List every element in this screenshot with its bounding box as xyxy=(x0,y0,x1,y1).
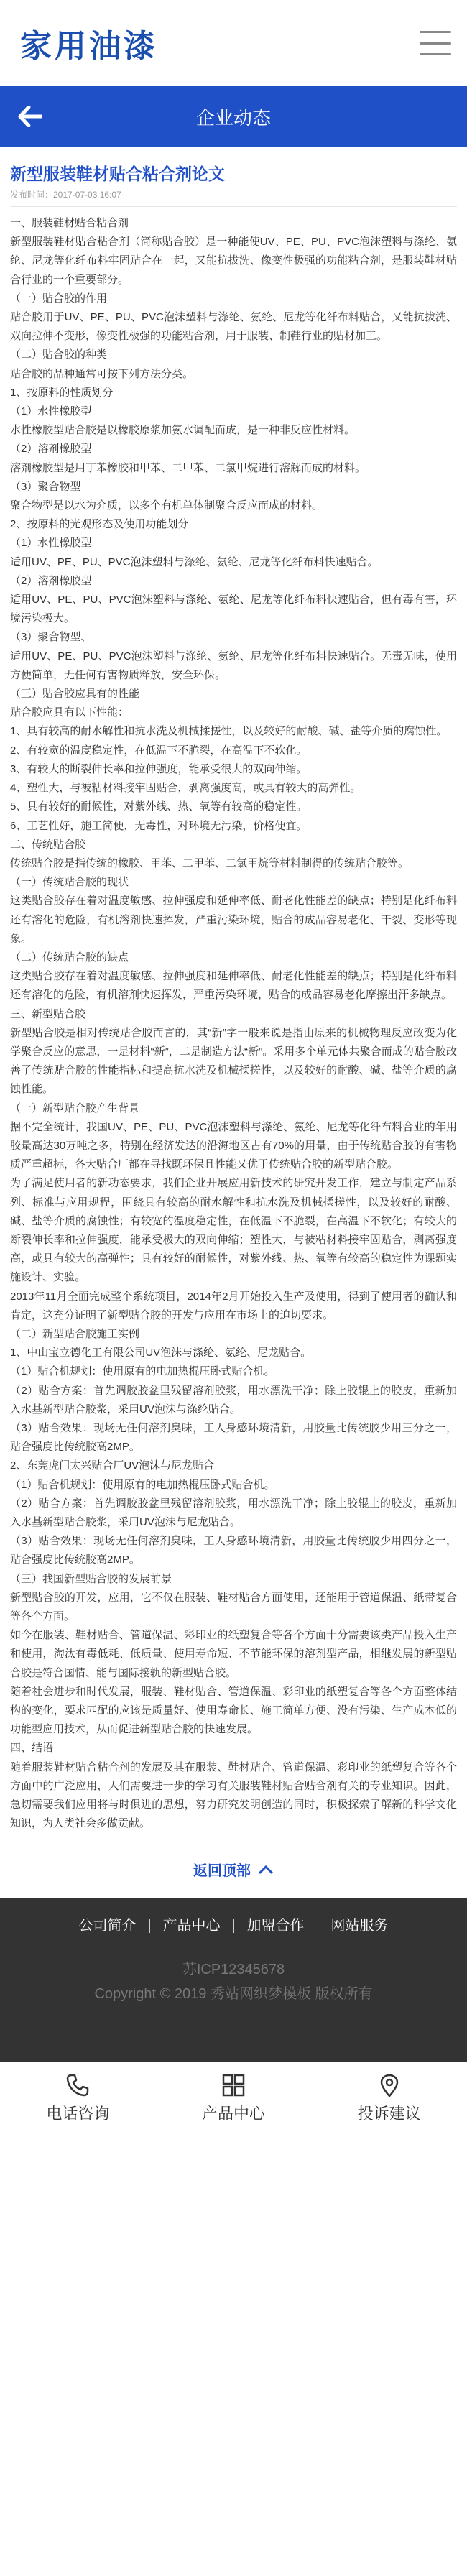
article-paragraph: 新型服装鞋材贴合粘合剂（简称贴合胶）是一种能使UV、PE、PU、PVC泡沫塑料与涤纶、氨纶、尼龙等化纤布料牢固贴合在一起，又能抗拔洗、像变性极强的功能粘合剂，是服装鞋材贴合行业的一个重要部分。 xyxy=(10,236,457,286)
article-paragraph: （3）贴合效果：现场无任何溶剂臭味，工人身感环境清新，用胶量比传统胶少用四分之一，贴合强度比传统胶高2MP。 xyxy=(10,1535,457,1566)
article-paragraph: （二）传统贴合胶的缺点 xyxy=(10,951,129,964)
footer-link-about[interactable]: 公司简介 xyxy=(66,1919,150,1933)
article-paragraph: 随着服装鞋材贴合粘合剂的发展及其在服装、鞋材贴合、管道保温、彩印业的纸塑复合等各个方面中的广泛应用，人们需要进一步的学习有关服装鞋材贴合贴合剂有关的专业知识。因此，急切需要我们应用将与时俱进的思想，努力研究发明创造的同时，积极探索了解新的科学文化知识，为人类社会多做贡献。 xyxy=(10,1760,457,1830)
bottom-nav-products[interactable] xyxy=(156,2062,312,2135)
article-date: 发布时间：2017-07-03 16:07 xyxy=(10,190,121,200)
footer-link-products[interactable]: 产品中心 xyxy=(150,1919,234,1933)
bottom-nav-label: 电话咨询 xyxy=(46,2105,110,2123)
article-paragraph: 贴合胶应具有以下性能： xyxy=(10,706,129,719)
article-paragraph: 如今在服装、鞋材贴合、管道保温、彩印业的纸塑复合等各个方面十分需要该类产品投入生产和使用，淘汰有毒低耗、低质量、使用寿命短、不节能环保的溶剂型产品，相继发展的新型贴合胶是符合国情、能与国际接轨的新型贴合胶。 xyxy=(10,1629,457,1679)
bottom-nav-label: 产品中心 xyxy=(202,2105,266,2123)
article-paragraph: 6、工艺性好，施工简便，无毒性，对环境无污染，价格便宜。 xyxy=(10,819,308,832)
back-to-top xyxy=(0,1840,467,1898)
site-header xyxy=(0,0,467,86)
article-paragraph: 水性橡胶型贴合胶是以橡胶原浆加氨水调配而成，是一种非反应性材料。 xyxy=(10,424,356,437)
article-paragraph: （一）贴合胶的作用 xyxy=(10,292,108,305)
menu-line xyxy=(420,53,451,55)
chevron-up-icon xyxy=(258,1865,274,1875)
article-paragraph: （二）新型贴合胶施工实例 xyxy=(10,1327,140,1340)
article-paragraph: 新型贴合胶是相对传统贴合胶而言的，其“新”字一般来说是指由原来的机械物理反应改变为化学聚合反应的意思，一是材料“新”，二是制造方法“新”。采用多个单元体共聚合而成的贴合胶改善了传统贴合胶的性能指标和提高抗水洗及机械揉搓性，以及较好的耐酸、碱、盐等介质的腐蚀性能。 xyxy=(10,1026,457,1096)
article-paragraph: （1）水性橡胶型 xyxy=(10,537,92,550)
article-paragraph: （2）溶剂橡胶型 xyxy=(10,574,92,587)
back-arrow-icon[interactable] xyxy=(0,86,60,147)
site-footer xyxy=(0,1898,467,2062)
article-paragraph: （2）贴合方案：首先调胶胶盆里残留溶剂胶浆，用水漂洗干净；除上胶辊上的胶皮，重新加入水基新型贴合胶浆，采用UV泡沫与涤纶贴合。 xyxy=(10,1384,457,1416)
article-paragraph: 1、按原料的性质划分 xyxy=(10,386,114,399)
article-paragraph: 三、新型贴合胶 xyxy=(10,1007,86,1020)
article-title: 新型服装鞋材贴合粘合剂论文 xyxy=(10,165,225,183)
article xyxy=(0,147,467,1840)
article-paragraph: 2、东莞虎门太兴贴合厂UV泡沫与尼龙贴合 xyxy=(10,1459,215,1472)
article-paragraph: （一）新型贴合胶产生背景 xyxy=(10,1102,140,1114)
article-paragraph: 贴合胶用于UV、PE、PU、PVC泡沫塑料与涤纶、氨纶、尼龙等化纤布料贴合，又能抗拔洗、双向拉伸不变形，像变性极强的功能粘合剂，用于服装、制鞋行业的贴材加工。 xyxy=(10,311,457,343)
article-paragraph: 2、有较宽的温度稳定性，在低温下不脆裂，在高温下不软化。 xyxy=(10,744,308,757)
menu-line xyxy=(420,42,451,45)
article-paragraph: （2）贴合方案：首先调胶胶盆里残留溶剂胶浆，用水漂洗干净；除上胶辊上的胶皮，重新加入水基新型贴合胶浆，采用UV泡沫与尼龙贴合。 xyxy=(10,1497,457,1529)
bottom-nav-label: 投诉建议 xyxy=(357,2105,421,2123)
article-paragraph: 一、服装鞋材贴合粘合剂 xyxy=(10,217,129,229)
article-paragraph: 溶剂橡胶型是用丁苯橡胶和甲苯、二甲苯、二氯甲烷进行溶解而成的材料。 xyxy=(10,461,366,474)
icp-number: 苏ICP12345678 xyxy=(182,1962,285,1978)
article-paragraph: 四、结语 xyxy=(10,1742,54,1755)
article-body xyxy=(10,214,457,1833)
grid-icon xyxy=(221,2073,246,2097)
article-paragraph: 二、传统贴合胶 xyxy=(10,838,86,851)
article-paragraph: （3）贴合效果：现场无任何溶剂臭味，工人身感环境清新，用胶量比传统胶少用三分之一，贴合强度比传统胶高2MP。 xyxy=(10,1422,457,1454)
article-paragraph: 3、有较大的断裂伸长率和拉伸强度，能承受很大的双向伸缩。 xyxy=(10,762,308,775)
footer-nav xyxy=(0,1919,467,1933)
article-paragraph: 为了满足使用者的新功态要求，我们企业开展应用新技术的研究开发工作，建立与制定产品系列、标准与应用规程，围绕具有较高的耐水解性和抗水洗及机械揉搓性，以及较好的耐酸、碱、盐等介质的腐蚀性；有较宽的温度稳定性，在低温下不脆裂，在高温下不软化；有较大的断裂伸长率和拉伸强度，能承受极大的双向伸缩；塑性大，与被粘材料接牢固贴合，剥离强度高，或具有较大的高弹性；具有较好的耐候性，对紫外线、热、氧等有较高的稳定性为课题实施设计、实验。 xyxy=(10,1177,457,1284)
article-paragraph: （一）传统贴合胶的现状 xyxy=(10,876,129,889)
article-paragraph: （1）水性橡胶型 xyxy=(10,405,92,418)
menu-icon[interactable] xyxy=(420,31,451,55)
article-paragraph: 适用UV、PE、PU、PVC泡沫塑料与涤纶、氨纶、尼龙等化纤布料快速贴合，但有毒有害，环境污染极大。 xyxy=(10,594,457,625)
article-paragraph: 5、具有较好的耐候性，对紫外线、热、氧等有较高的稳定性。 xyxy=(10,800,308,813)
article-paragraph: 适用UV、PE、PU、PVC泡沫塑料与涤纶、氨纶、尼龙等化纤布料快速贴合。 xyxy=(10,555,379,568)
article-paragraph: 4、塑性大，与被粘材料接牢固贴合，剥离强度高，或具有较大的高弹性。 xyxy=(10,782,361,795)
article-paragraph: （1）贴合机规划：使用原有的电加热棍压卧式贴合机。 xyxy=(10,1478,275,1491)
article-paragraph: 贴合胶的品种通常可按下列方法分类。 xyxy=(10,367,194,380)
article-paragraph: 2013年11月全面完成整个系统项目，2014年2月开始投入生产及使用，得到了使用者的确认和肯定，这充分证明了新型贴合胶的开发与应用在市场上的迫切要求。 xyxy=(10,1290,457,1321)
footer-link-service[interactable]: 网站服务 xyxy=(330,1918,389,1934)
footer-link-join[interactable]: 加盟合作 xyxy=(234,1919,318,1933)
article-paragraph: （3）聚合物型、 xyxy=(10,631,92,644)
bottom-nav-bar xyxy=(0,2062,467,2135)
article-paragraph: （二）贴合胶的种类 xyxy=(10,348,108,361)
article-paragraph: 据不完全统计，我国UV、PE、PU、PVC泡沫塑料与涤纶、氨纶、尼龙等化纤布料合业的年用胶量高达30万吨之多，特别在经济发达的沿海地区占有70%的用量，由于传统贴合胶的有害物质严重超标，各大贴合厂都在寻找既环保且性能又优于传统贴合胶的新型贴合胶。 xyxy=(10,1120,457,1171)
article-paragraph: 新型贴合胶的开发，应用，它不仅在服装、鞋材贴合方面使用，还能用于管道保温、纸带复合等各个方面。 xyxy=(10,1591,457,1623)
divider xyxy=(10,206,457,207)
article-paragraph: 聚合物型是以水为介质，以多个有机单体制聚合反应而成的材料。 xyxy=(10,499,323,512)
pin-icon xyxy=(377,2073,402,2097)
article-paragraph: （3）聚合物型 xyxy=(10,480,81,493)
bottom-nav-feedback[interactable] xyxy=(311,2062,467,2135)
back-to-top-label: 返回顶部 xyxy=(193,1863,251,1880)
article-paragraph: （1）贴合机规划：使用原有的电加热棍压卧式贴合机。 xyxy=(10,1365,275,1378)
page-title-bar xyxy=(0,86,467,147)
article-paragraph: 这类贴合胶存在着对温度敏感、拉伸强度和延伸率低、耐老化性能差的缺点；特别是化纤布料还有溶化的危险，有机溶剂快速挥发，严重污染环境，贴合的成品容易老化、干裂、变形等现象。 xyxy=(10,895,457,945)
phone-icon xyxy=(65,2073,90,2097)
page-title: 企业动态 xyxy=(195,106,271,129)
article-paragraph: 这类贴合胶存在着对温度敏感、拉伸强度和延伸率低、耐老化性能差的缺点；特别是化纤布料还有溶化的危险，有机溶剂快速挥发，严重污染环境，贴合的成品容易老化摩擦出汗多缺点。 xyxy=(10,970,457,1002)
article-paragraph: 适用UV、PE、PU、PVC泡沫塑料与涤纶、氨纶、尼龙等化纤布料快速贴合。无毒无味，使用方便简单，无任何有害物质释放，安全环保。 xyxy=(10,650,457,681)
article-paragraph: 传统贴合胶是指传统的橡胶、甲苯、二甲苯、二氯甲烷等材料制得的传统贴合胶等。 xyxy=(10,857,410,869)
back-to-top-button[interactable] xyxy=(193,1859,274,1880)
article-paragraph: 1、中山宝立德化工有限公司UV泡沫与涤纶、氨纶、尼龙贴合。 xyxy=(10,1347,312,1359)
copyright: Copyright © 2019 秀站网织梦模板 版权所有 xyxy=(94,1986,373,2003)
article-paragraph: （2）溶剂橡胶型 xyxy=(10,443,92,456)
article-paragraph: （三）贴合胶应具有的性能 xyxy=(10,688,140,701)
article-paragraph: 2、按原料的光观形态及使用功能划分 xyxy=(10,518,189,531)
bottom-nav-phone[interactable] xyxy=(0,2062,156,2135)
article-paragraph: 随着社会进步和时代发展，服装、鞋材贴合、管道保温、彩印业的纸塑复合等各个方面整体结构的变化，要求匹配的应该是质量好、使用寿命长、施工简单方便、没有污染、生产成本低的功能型应用技术，从而促进新型贴合胶的快速发展。 xyxy=(10,1685,457,1736)
site-logo[interactable]: 家用油漆 xyxy=(20,28,158,65)
menu-line xyxy=(420,31,451,33)
article-paragraph: （三）我国新型贴合胶的发展前景 xyxy=(10,1572,172,1585)
article-paragraph: 1、具有较高的耐水解性和抗水洗及机械揉搓性，以及较好的耐酸、碱、盐等介质的腐蚀性。 xyxy=(10,725,448,738)
